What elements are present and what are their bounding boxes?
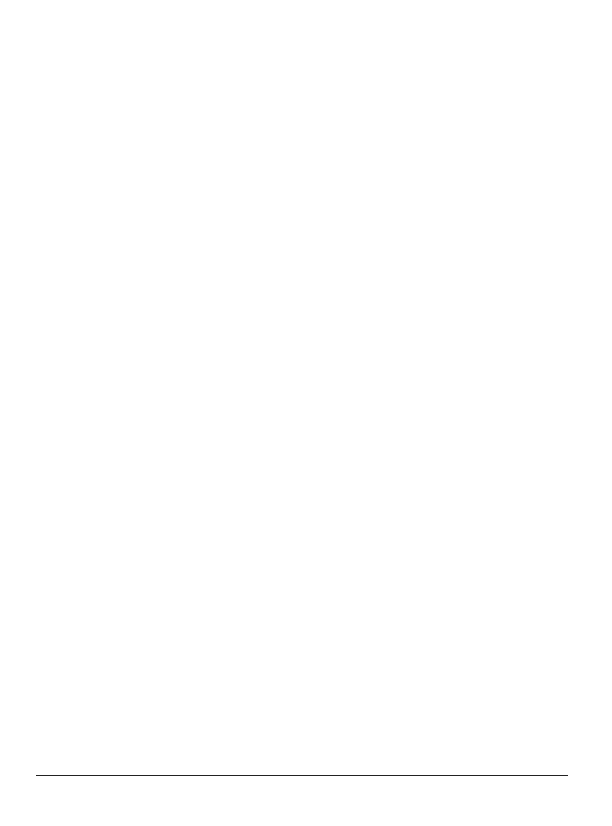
footer-divider — [36, 775, 568, 776]
